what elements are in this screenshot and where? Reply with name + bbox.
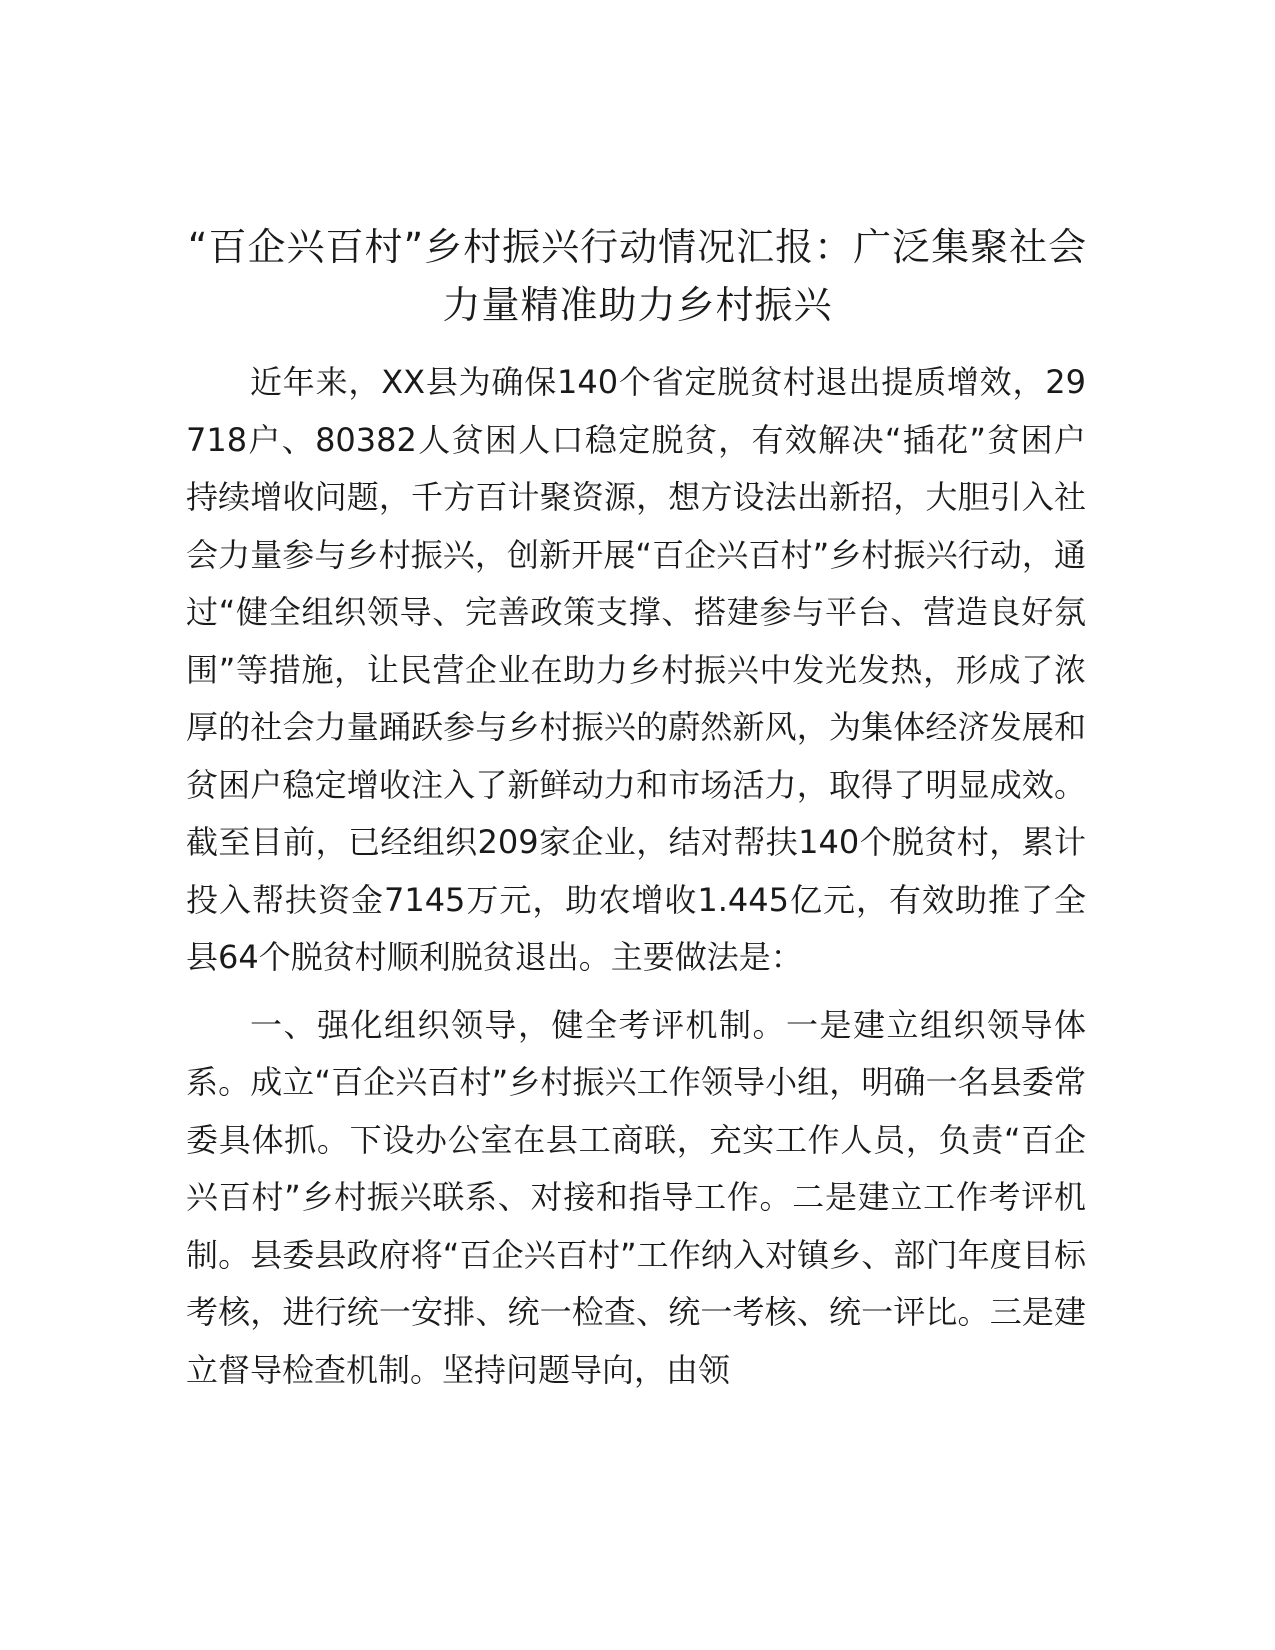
document-title: “百企兴百村”乡村振兴行动情况汇报：广泛集聚社会力量精准助力乡村振兴 <box>187 225 1088 327</box>
paragraph-section-one: 一、强化组织领导，健全考评机制。一是建立组织领导体系。成立“百企兴百村”乡村振兴工作领导小组，明确一名县委常委具体抓。下设办公室在县工商联，充实工作人员，负责“百企兴百村”乡村振兴联系、对接和指导工作。二是建立工作考评机制。县委县政府将“百企兴百村”工作纳入对镇乡、部门年度目标考核，进行统一安排、统一检查、统一考核、统一评比。三是建立督导检查机制。坚持问题导向，由领 <box>186 1005 1086 1389</box>
document-body <box>186 354 1086 1399</box>
paragraph-intro: 近年来，XX县为确保140个省定脱贫村退出提质增效，29718户、80382人贫困人口稳定脱贫，有效解决“插花”贫困户持续增收问题，千方百计聚资源，想方设法出新招，大胆引入社会力量参与乡村振兴，创新开展“百企兴百村”乡村振兴行动，通过“健全组织领导、完善政策支撑、搭建参与平台、营造良好氛围”等措施，让民营企业在助力乡村振兴中发光发热，形成了浓厚的社会力量踊跃参与乡村振兴的蔚然新风，为集体经济发展和贫困户稳定增收注入了新鲜动力和市场活力，取得了明显成效。截至目前，已经组织209家企业，结对帮扶140个脱贫村，累计投入帮扶资金7145万元，助农增收1.445亿元，有效助推了全县64个脱贫村顺利脱贫退出。主要做法是： <box>186 363 1086 976</box>
